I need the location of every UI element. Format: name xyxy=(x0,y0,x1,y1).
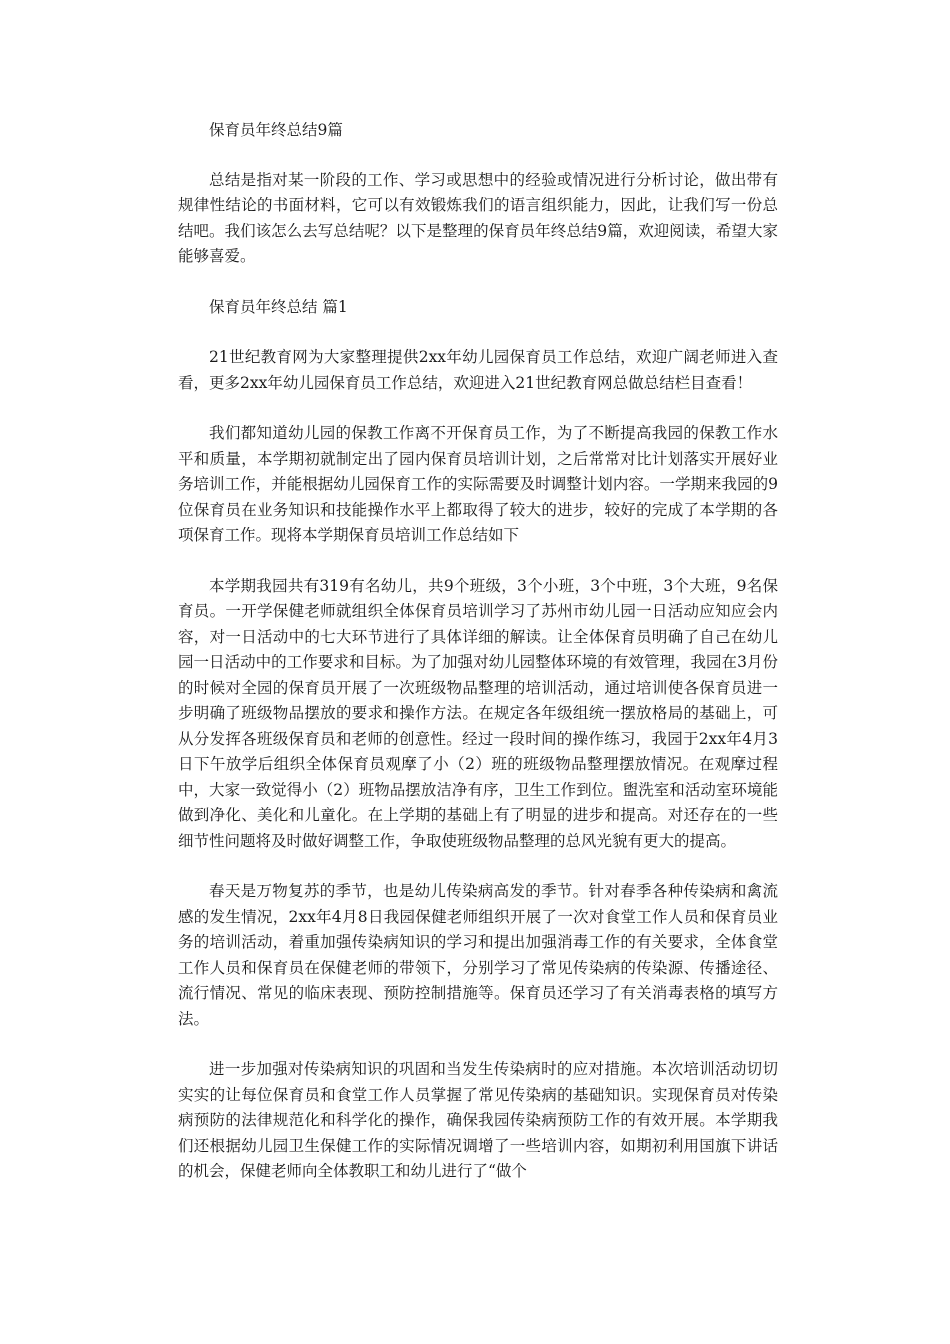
body-paragraph: 本学期我园共有319有名幼儿，共9个班级，3个小班，3个中班，3个大班，9名保育员。一开学保健老师就组织全体保育员培训学习了苏州市幼儿园一日活动应知应会内容，对一日活动中的七大环节进行了具体详细的解读。让全体保育员明确了自己在幼儿园一日活动中的工作要求和目标。为了加强对幼儿园整体环境的有效管理，我园在3月份的时候对全园的保育员开展了一次班级物品整理的培训活动，通过培训使各保育员进一步明确了班级物品摆放的要求和操作方法。在规定各年级组统一摆放格局的基础上，可从分发挥各班级保育员和老师的创意性。经过一段时间的操作练习，我园于2xx年4月3日下午放学后组织全体保育员观摩了小（2）班的班级物品整理摆放情况。在观摩过程中，大家一致觉得小（2）班物品摆放洁净有序，卫生工作到位。盥洗室和活动室环境能做到净化、美化和儿童化。在上学期的基础上有了明显的进步和提高。对还存在的一些细节性问题将及时做好调整工作，争取使班级物品整理的总风光貌有更大的提高。 xyxy=(178,576,778,850)
body-paragraph: 进一步加强对传染病知识的巩固和当发生传染病时的应对措施。本次培训活动切切实实的让每位保育员和食堂工作人员掌握了常见传染病的基础知识。实现保育员对传染病预防的法律规范化和科学化的操作，确保我园传染病预防工作的有效开展。本学期我们还根据幼儿园卫生保健工作的实际情况调增了一些培训内容，如期初利用国旗下讲话的机会，保健老师向全体教职工和幼儿进行了“做个 xyxy=(178,1060,778,1180)
body-paragraph: 我们都知道幼儿园的保教工作离不开保育员工作，为了不断提高我园的保教工作水平和质量，本学期初就制定出了园内保育员培训计划，之后常常对比计划落实开展好业务培训工作，并能根据幼儿园保育工作的实际需要及时调整计划内容。一学期来我园的9位保育员在业务知识和技能操作水平上都取得了较大的进步，较好的完成了本学期的各项保育工作。现将本学期保育员培训工作总结如下 xyxy=(178,424,778,544)
document-title: 保育员年终总结9篇 xyxy=(209,121,343,139)
section-heading: 保育员年终总结 篇1 xyxy=(209,297,348,316)
document-body xyxy=(178,118,778,1210)
body-paragraph: 春天是万物复苏的季节，也是幼儿传染病高发的季节。针对春季各种传染病和禽流感的发生情况，2xx年4月8日我园保健老师组织开展了一次对食堂工作人员和保育员业务的培训活动，着重加强传染病知识的学习和提出加强消毒工作的有关要求，全体食堂工作人员和保育员在保健老师的带领下，分别学习了常见传染病的传染源、传播途径、流行情况、常见的临床表现、预防控制措施等。保育员还学习了有关消毒表格的填写方法。 xyxy=(178,882,778,1028)
intro-paragraph: 总结是指对某一阶段的工作、学习或思想中的经验或情况进行分析讨论，做出带有规律性结论的书面材料，它可以有效锻炼我们的语言组织能力，因此，让我们写一份总结吧。我们该怎么去写总结呢？以下是整理的保育员年终总结9篇，欢迎阅读，希望大家能够喜爱。 xyxy=(178,170,778,265)
body-paragraph: 21世纪教育网为大家整理提供2xx年幼儿园保育员工作总结，欢迎广阔老师进入查看，更多2xx年幼儿园保育员工作总结，欢迎进入21世纪教育网总做总结栏目查看！ xyxy=(178,348,778,392)
